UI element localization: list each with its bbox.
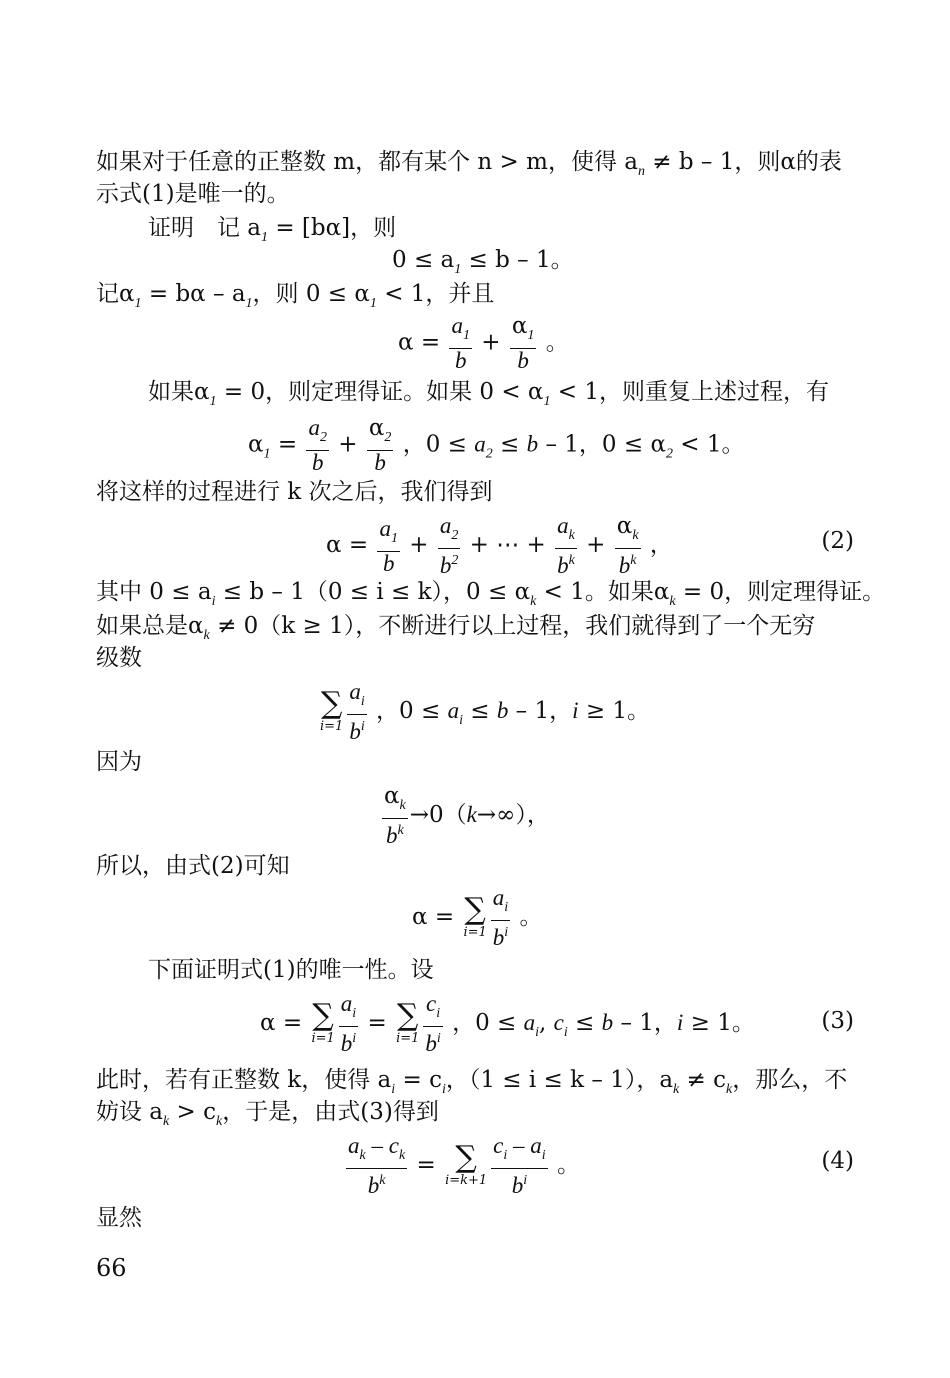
- text-run: ，则 0 ≤ α: [252, 281, 370, 307]
- inequality-1: $0 \le a_1 \le b - 1$。: [392, 247, 574, 277]
- text-run: 妨设 a: [96, 1099, 164, 1125]
- equation-2: α = $\frac{a_1}{b}$ + $\frac{a_2}{b^2}$ + ⋯ + $\frac{a_k}{b^k}$ + $\frac{\alpha_k}{b^k}$ ，: [326, 513, 673, 578]
- text-run: 显然: [96, 1205, 142, 1231]
- text-run: 证明 记 a: [148, 215, 262, 241]
- text-run: ≠ 0（k ≥ 1），不断进行以上过程，我们就得到了一个无穷: [209, 613, 816, 639]
- text-run: ，于是，由式(3)得到: [222, 1099, 439, 1125]
- text-run: < 1。如果α: [536, 579, 670, 605]
- text-run: = bα – a: [141, 281, 246, 307]
- text-run: 记α: [96, 281, 135, 307]
- text-run: = 0，则定理得证。: [675, 579, 886, 605]
- because-line: [96, 746, 142, 778]
- text-run: ≠ c: [679, 1067, 727, 1093]
- equation-alpha-first: α = $\frac{a_1}{b}$ + $\frac{\alpha_1}{b}$ 。: [398, 313, 569, 373]
- text-run: ≤ b – 1（0 ≤ i ≤ k），0 ≤ α: [215, 579, 531, 605]
- text-run: 如果α: [148, 379, 210, 405]
- here-line-2: 妨设 $a_k > c_k$，于是，由式(3)得到: [96, 1099, 439, 1129]
- text-run: = [bα]，则: [268, 215, 397, 241]
- theorem-line-2: [96, 178, 290, 210]
- where-line: 其中 $0 \le a_i \le b - 1(0 \le i \le k)$，$0 \le \alpha_k < 1$。如果$\alpha_k = 0$，则定理得证。: [96, 579, 886, 609]
- text-run: 此时，若有正整数 k，使得 a: [96, 1067, 392, 1093]
- limit-equation: $\frac{\alpha_k}{b^k}$ →0（k→∞），: [384, 783, 550, 848]
- obviously-line: [96, 1202, 142, 1234]
- text-run: 所以，由式(2)可知: [96, 853, 290, 879]
- text-run: 示式(1)是唯一的。: [96, 181, 290, 207]
- text-run: ，那么，不: [732, 1067, 848, 1093]
- text-run: 如果总是α: [96, 613, 204, 639]
- equation-number-3: (3): [821, 1008, 854, 1034]
- text-run: 下面证明式(1)的唯一性。设: [148, 957, 434, 983]
- series-equation: ∑ i=1 $\frac{a_i}{b^i}$ ，$0 \le a_i \le b - 1$，i ≥ 1。: [320, 679, 651, 744]
- below-line: [148, 954, 434, 986]
- equation-number-2: (2): [821, 528, 854, 554]
- alpha-series-equation: α = ∑ i=1 $\frac{a_i}{b^i}$ 。: [412, 885, 543, 950]
- text-run: < 1，并且: [376, 281, 495, 307]
- text-run: = 0，则定理得证。如果 0 < α: [216, 379, 544, 405]
- text-run: 级数: [96, 645, 142, 671]
- text-run: 因为: [96, 749, 142, 775]
- text-run: 其中 0 ≤ a: [96, 579, 212, 605]
- text-run: ，（1 ≤ i ≤ k – 1），a: [445, 1067, 674, 1093]
- if-zero-line: 如果$\alpha_1 = 0$，则定理得证。如果 $0 < \alpha_1 < 1$，则重复上述过程，有: [148, 379, 829, 409]
- here-line-1: 此时，若有正整数 k，使得 $a_i = c_i$，（1 ≤ i ≤ k – 1），$a_k \ne c_k$，那么，不: [96, 1067, 848, 1097]
- text-run: 将这样的过程进行 k 次之后，我们得到: [96, 479, 493, 505]
- proof-intro: 证明 记 $a_1 = [b\alpha]$，则: [148, 215, 397, 245]
- ifnot-line-1: 如果总是$\alpha_k \ne 0(k \ge 1)$，不断进行以上过程，我们就得到了一个无穷: [96, 613, 816, 643]
- so-line: [96, 850, 290, 882]
- theorem-line-1: 如果对于任意的正整数 m，都有某个 n > m，使得 $a_n \ne b - 1$，则α的表: [96, 149, 842, 179]
- equation-3: α = ∑ i=1 $\frac{a_i}{b^i}$ = ∑ i=1 $\frac{c_i}{b^i}$ ，$0 \le a_i$, $c_i \le b - 1$，i ≥ 1。: [260, 991, 755, 1056]
- equation-number-4: (4): [821, 1148, 854, 1174]
- equation-4: $\frac{a_k - c_k}{b^k}$ = ∑ i=k+1 $\frac{c_i - a_i}{b^i}$ 。: [348, 1133, 580, 1198]
- text-run: < 1，则重复上述过程，有: [550, 379, 829, 405]
- page-number: 66: [96, 1254, 127, 1282]
- text-run: 如果对于任意的正整数 m，都有某个 n > m，使得 a: [96, 149, 638, 175]
- text-run: ≤ b – 1。: [461, 247, 574, 273]
- ifnot-line-2: [96, 642, 142, 674]
- text-run: > c: [169, 1099, 217, 1125]
- equation-alpha1: $\alpha_1$ = $\frac{a_2}{b}$ + $\frac{\alpha_2}{b}$ ，$0 \le a_2 \le b - 1$，$0 \le \alpha_2 < 1$。: [248, 415, 745, 475]
- text-run: ≠ b – 1，则α的表: [644, 149, 842, 175]
- text-run: 0 ≤ a: [392, 247, 455, 273]
- after-k-line: [96, 476, 493, 508]
- text-run: = c: [395, 1067, 442, 1093]
- definition-line: 记$\alpha_1 = b\alpha - a_1$，则 $0 \le \alpha_1 < 1$，并且: [96, 281, 495, 311]
